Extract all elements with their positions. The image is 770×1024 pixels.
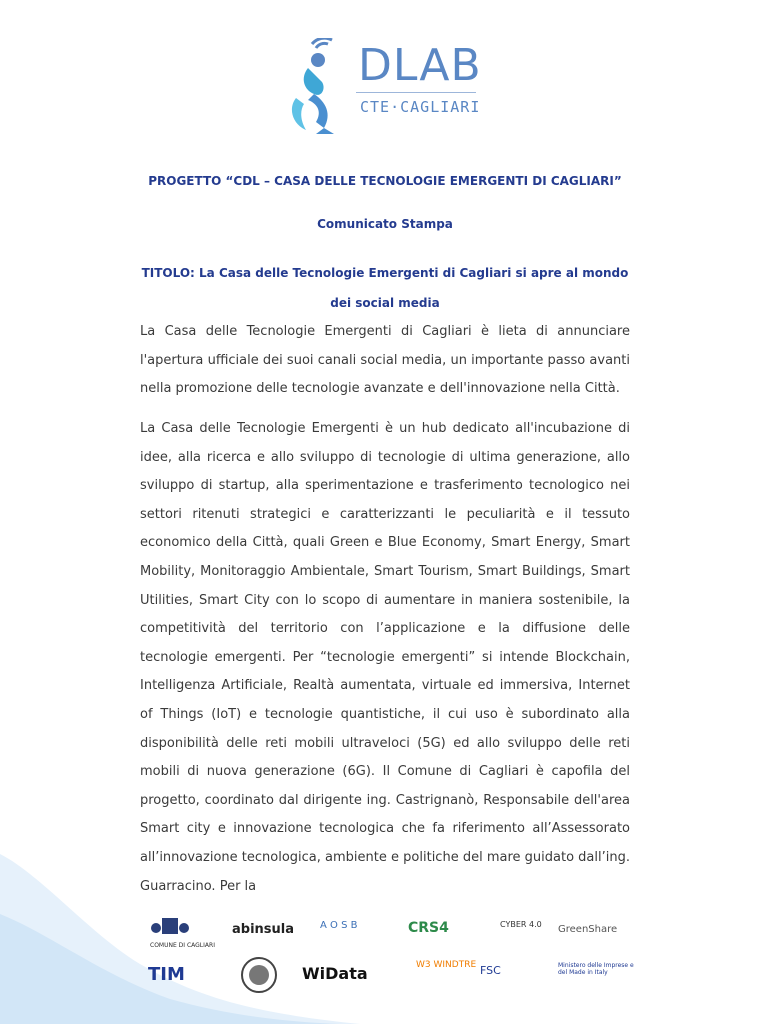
document-title: TITOLO: La Casa delle Tecnologie Emergenti di Cagliari si apre al mondo dei social media xyxy=(141,266,629,310)
sponsor-windtre: W3 WINDTRE xyxy=(416,960,477,970)
logo-city-text: CTE·CAGLIARI xyxy=(360,98,481,116)
sponsor-greenshare: GreenShare xyxy=(558,924,618,935)
sponsor-cyber: CYBER 4.0 xyxy=(500,920,542,929)
body-paragraph-2: La Casa delle Tecnologie Emergenti è un hub dedicato all'incubazione di idee, alla ricerca e allo sviluppo di tecnologie di ultima generazione, allo sviluppo di startup, alla sperimentazione e trasferimento tecnologico nei settori ritenuti strategici e caratterizzanti le peculiarità e il tessuto economico della Città, quali Green e Blue Economy, Smart Energy, Smart Mobility, Monitoraggio Ambientale, Smart Tourism, Smart Buildings, Smart Utilities, Smart City con lo scopo di aumentare in maniera sostenibile, la competitività del territorio con l’applicazione e la diffusione delle tecnologie emergenti. Per “tecnologie emergenti” si intende Blockchain, Intelligenza Artificiale, Realtà aumentata, virtuale ed immersiva, Internet of Things (IoT) e tecnologie quantistiche, il cui uso è subordinato alla disponibilità delle reti mobili ultraveloci (5G) ed allo sviluppo delle reti mobili di nuova generazione (6G). Il Comune di Cagliari è capofila del progetto, coordinato dal dirigente ing. Castrignanò, Responsabile dell'area Smart city e innovazione tecnologica che fa riferimento all’Assessorato all’innovazione tecnologica, ambiente e politiche del mare guidato dall’ing. Guarracino. Per la xyxy=(140,421,630,894)
sponsor-mimit: Ministero delle Imprese e del Made in Italy xyxy=(558,962,634,976)
sponsor-abinsula: abinsula xyxy=(232,922,295,937)
sponsor-comune-cagliari: COMUNE DI CAGLIARI xyxy=(150,916,215,949)
body-paragraph-1: La Casa delle Tecnologie Emergenti di Cagliari è lieta di annunciare l'apertura ufficiale dei suoi canali social media, un importante passo avanti nella promozione delle tecnologie avanzate e dell'innovazione nella Città. xyxy=(140,324,630,397)
dlab-logo xyxy=(286,38,486,138)
sponsor-aosb: A O S B xyxy=(320,920,358,931)
sponsor-fsc: FSC xyxy=(480,964,501,977)
coat-of-arms-icon xyxy=(150,916,190,940)
sponsor-tim: TIM xyxy=(148,964,185,985)
press-release-heading: Comunicato Stampa xyxy=(317,217,453,231)
sponsor-unica xyxy=(240,956,278,997)
seal-icon xyxy=(240,956,278,994)
sponsor-widata: WiData xyxy=(302,964,368,983)
logo-divider xyxy=(356,92,476,93)
sponsor-crs4: CRS4 xyxy=(408,920,449,936)
project-heading: PROGETTO “CDL – CASA DELLE TECNOLOGIE EMERGENTI DI CAGLIARI” xyxy=(148,174,622,188)
mermaid-icon xyxy=(286,38,366,134)
logo-dlab-text: DLAB xyxy=(358,40,482,91)
